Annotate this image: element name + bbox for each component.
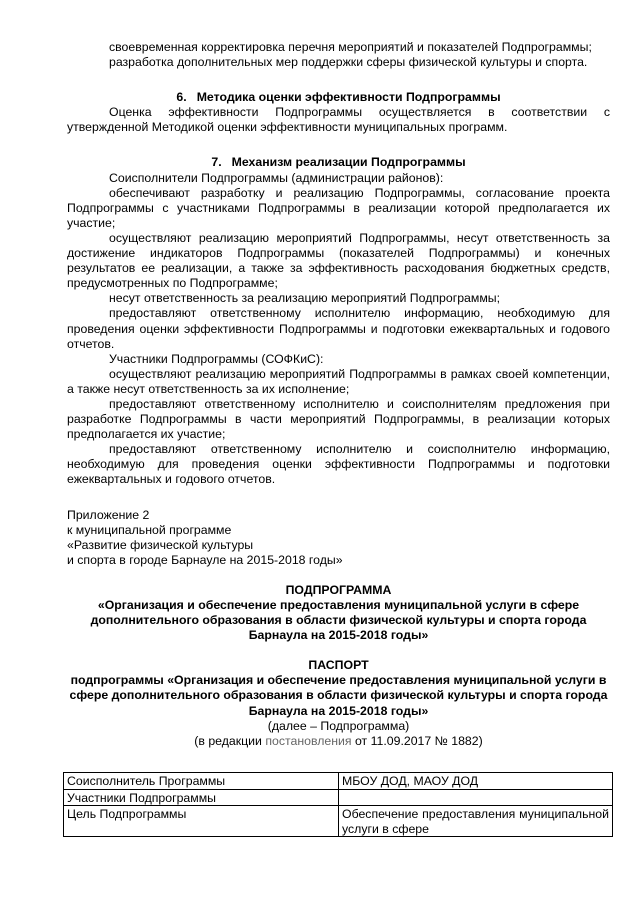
section-7-paragraph: Участники Подпрограммы (СОФКиС): bbox=[109, 351, 324, 366]
table-cell-label: Участники Подпрограммы bbox=[64, 789, 339, 806]
revision-note bbox=[67, 734, 610, 749]
appendix-line: и спорта в городе Барнауле на 2015-2018 годы» bbox=[67, 552, 343, 567]
appendix-block bbox=[67, 508, 610, 568]
revision-prefix: (в редакции bbox=[194, 733, 262, 748]
top-paragraph-2: разработка дополнительных мер поддержки сферы физической культуры и спорта. bbox=[109, 55, 588, 70]
subprogram-name: «Организация и обеспечение предоставления муниципальной услуги в сфере дополнительного образования в области физической культуры и спорта города Барнаула на 2015-2018 годы» bbox=[90, 598, 587, 643]
appendix-line: «Развитие физической культуры bbox=[67, 537, 254, 552]
section-7-paragraph: предоставляют ответственному исполнителю информацию, необходимую для проведения оценки эффективности Подпрограммы и подготовки ежеквартальных и годового отчетов. bbox=[67, 306, 610, 351]
section-7-paragraph: Соисполнители Подпрограммы (администрации районов): bbox=[109, 170, 444, 185]
section-6-paragraph: Оценка эффективности Подпрограммы осуществляется в соответствии с утвержденной Методикой оценки эффективности муниципальных программ. bbox=[67, 105, 610, 135]
appendix-line: к муниципальной программе bbox=[67, 522, 232, 537]
table-cell-value: МБОУ ДОД, МАОУ ДОД bbox=[339, 773, 613, 790]
section-7-heading bbox=[67, 155, 610, 170]
section-7-title: Механизм реализации Подпрограммы bbox=[231, 155, 466, 170]
subprogram-title: ПОДПРОГРАММА bbox=[285, 582, 392, 597]
appendix-line: Приложение 2 bbox=[67, 507, 150, 522]
table-row bbox=[64, 773, 613, 790]
section-7-paragraph: осуществляют реализацию мероприятий Подпрограммы, несут ответственность за достижение индикаторов Подпрограммы (показателей Подпрограммы) и конечных результатов ее реализации, а также за эффективность расходования бюджетных средств, предусмотренных по Подпрограмме; bbox=[67, 230, 610, 291]
passport-subtitle: (далее – Подпрограмма) bbox=[267, 718, 410, 733]
revision-link[interactable]: постановления bbox=[265, 733, 352, 748]
top-paragraph-1: своевременная корректировка перечня мероприятий и показателей Подпрограммы; bbox=[109, 40, 592, 54]
section-7-paragraph: осуществляют реализацию мероприятий Подпрограммы в рамках своей компетенции, а также несут ответственность за их исполнение; bbox=[67, 366, 610, 396]
table-row bbox=[64, 806, 613, 837]
table-cell-label: Цель Подпрограммы bbox=[64, 806, 339, 837]
section-6-title: Методика оценки эффективности Подпрограммы bbox=[196, 90, 501, 105]
section-7-paragraph: обеспечивают разработку и реализацию Подпрограммы, согласование проекта Подпрограммы с участниками Подпрограммы в реализации которой предполагается их участие; bbox=[67, 185, 610, 230]
table-cell-label: Соисполнитель Программы bbox=[64, 773, 339, 790]
passport-table bbox=[63, 772, 613, 837]
section-6-number: 6. bbox=[176, 90, 187, 105]
passport-name: подпрограммы «Организация и обеспечение предоставления муниципальной услуги в сфере дополнительного образования в области физической культуры и спорта города Барнаула на 2015-2018 годы» bbox=[69, 673, 608, 718]
table-cell-value: Обеспечение предоставления муниципальной услуги в сфере bbox=[339, 806, 613, 837]
section-7-paragraph: несут ответственность за реализацию мероприятий Подпрограммы; bbox=[109, 291, 501, 306]
table-row bbox=[64, 789, 613, 806]
revision-suffix: от 11.09.2017 № 1882) bbox=[354, 733, 483, 748]
section-7-paragraph: предоставляют ответственному исполнителю и соисполнителям предложения при разработке Подпрограммы в части мероприятий Подпрограммы, в реализации которых предполагается их участие; bbox=[67, 396, 610, 442]
table-cell-value bbox=[339, 789, 613, 806]
section-6-heading bbox=[67, 90, 610, 105]
section-7-number: 7. bbox=[211, 155, 222, 170]
section-7-paragraph: предоставляют ответственному исполнителю и соисполнителю информацию, необходимую для проведения оценки эффективности Подпрограммы и подготовки ежеквартальных и годового отчетов. bbox=[67, 442, 610, 487]
passport-title: ПАСПОРТ bbox=[308, 658, 369, 673]
document-page bbox=[67, 40, 610, 749]
